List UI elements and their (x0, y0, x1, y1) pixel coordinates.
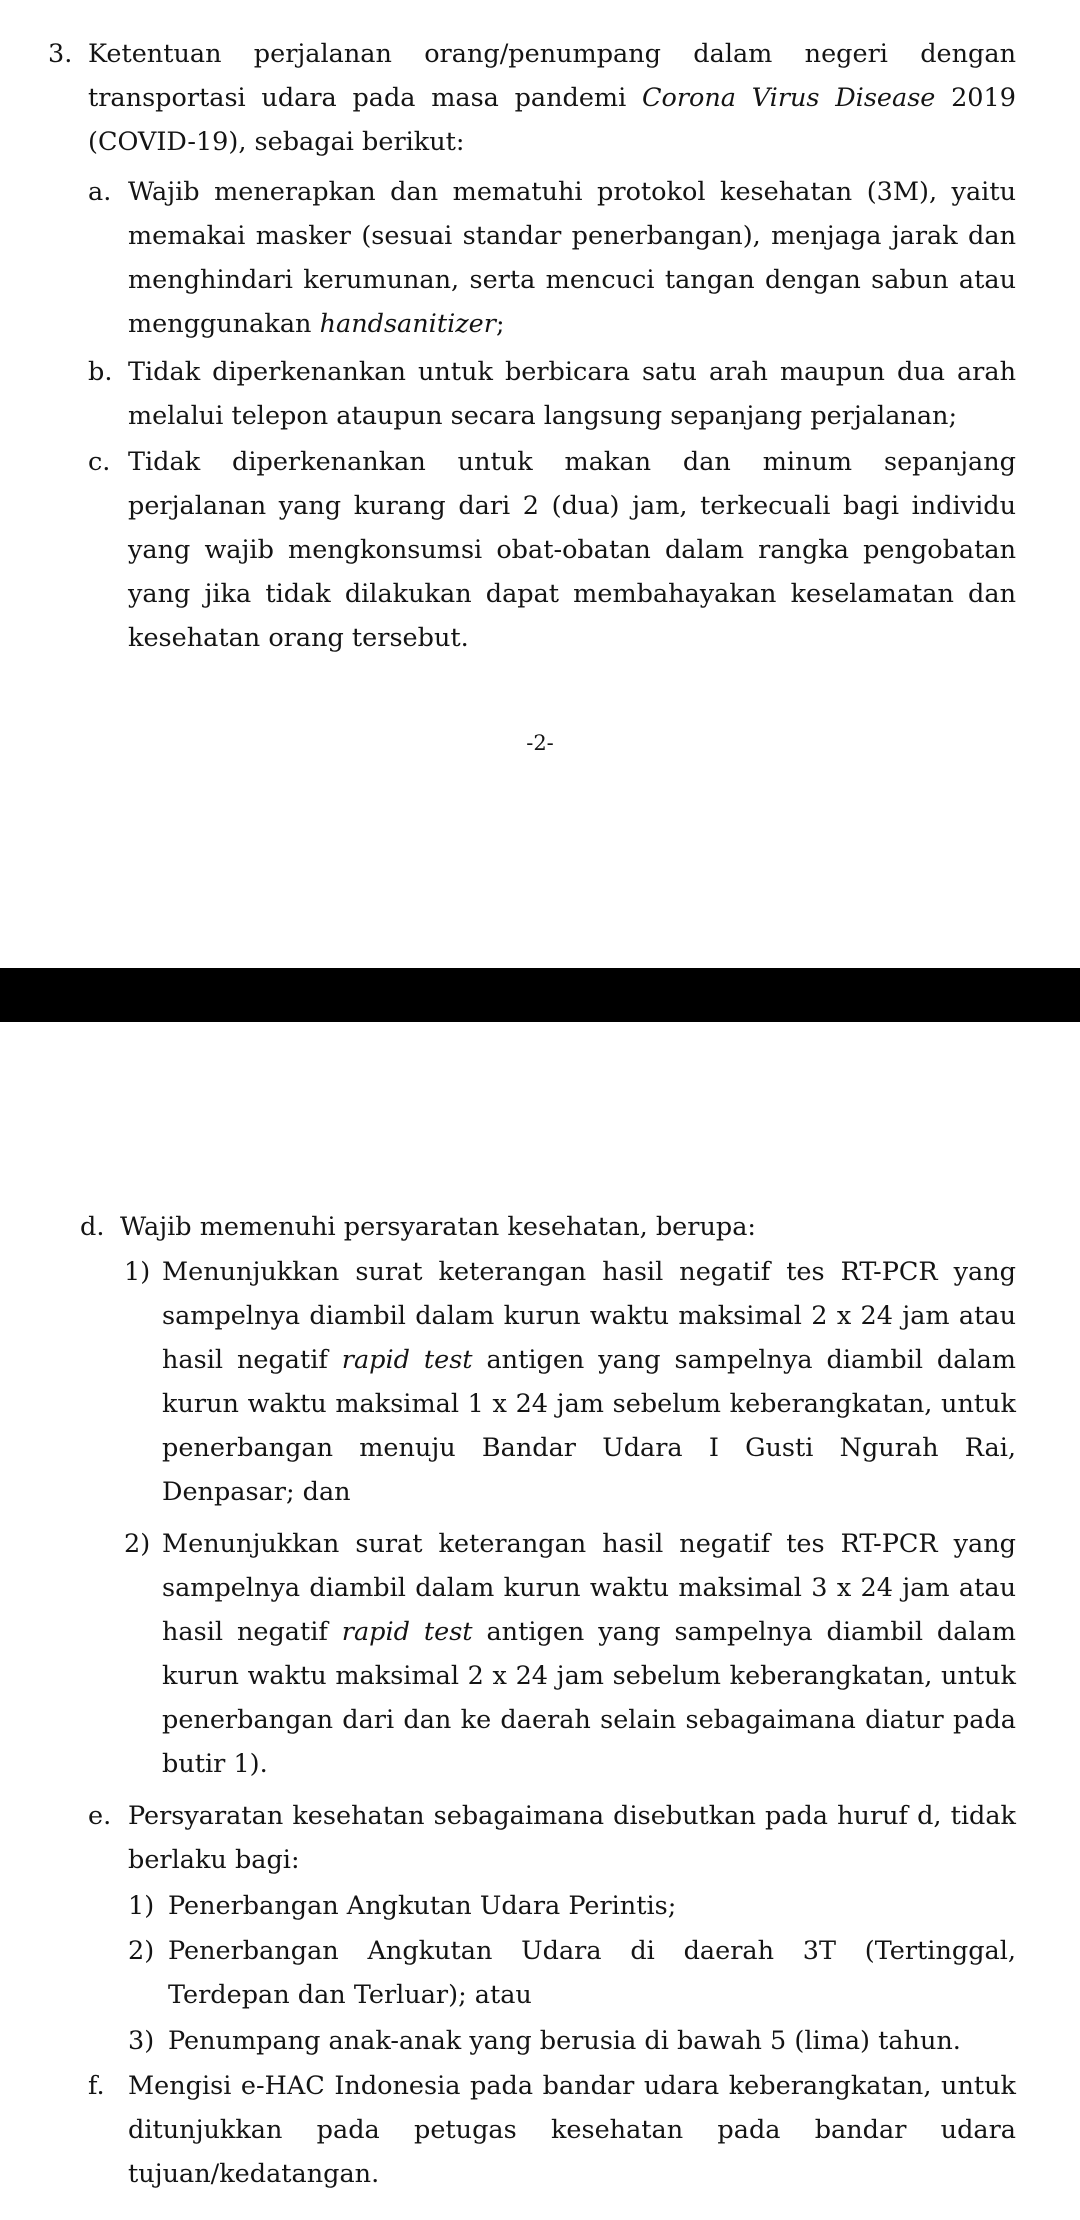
item-3a-text-b: ; (495, 309, 505, 339)
item-f-text: Mengisi e-HAC Indonesia pada bandar udara keberangkatan, untuk ditunjukkan pada petugas kesehatan pada bandar udara tujuan/kedatangan. (128, 2071, 1016, 2189)
item-d2-text (162, 1522, 1016, 1786)
item-f-marker: f. (88, 2071, 105, 2101)
item-d2-text-b: antigen yang sampelnya diambil dalam kurun waktu maksimal 2 x 24 jam sebelum keberangkatan, untuk penerbangan dari dan ke daerah selain sebagaimana diatur pada butir 1). (162, 1617, 1016, 1779)
item-3a-text-a: Wajib menerapkan dan mematuhi protokol kesehatan (3M), yaitu memakai masker (sesuai standar penerbangan), menjaga jarak dan menghindari kerumunan, serta mencuci tangan dengan sabun atau menggunakan (128, 177, 1016, 339)
document-page-bottom (0, 1022, 1080, 2220)
item-d1-marker: 1) (124, 1257, 151, 1287)
item-d1-text-a: Menunjukkan surat keterangan hasil negatif tes RT-PCR yang sampelnya diambil dalam kurun waktu maksimal 2 x 24 jam atau hasil negatif (162, 1257, 1016, 1375)
item-e2-marker: 2) (128, 1936, 155, 1966)
document-page-top (0, 0, 1080, 968)
item-e3-text: Penumpang anak-anak yang berusia di bawah 5 (lima) tahun. (168, 2026, 961, 2056)
item-d1-text-italic: rapid test (341, 1345, 473, 1375)
item-d2-marker: 2) (124, 1529, 151, 1559)
item-d2-text-a: Menunjukkan surat keterangan hasil negatif tes RT-PCR yang sampelnya diambil dalam kurun waktu maksimal 3 x 24 jam atau hasil negatif (162, 1529, 1016, 1647)
item-3a-marker: a. (88, 177, 112, 207)
item-3-text-italic: Corona Virus Disease (641, 83, 936, 113)
item-d1-text-b: antigen yang sampelnya diambil dalam kurun waktu maksimal 1 x 24 jam sebelum keberangkatan, untuk penerbangan menuju Bandar Udara I Gusti Ngurah Rai, Denpasar; dan (162, 1345, 1016, 1507)
item-d2-text-italic: rapid test (341, 1617, 473, 1647)
item-3-text-b: 2019 (COVID-19), sebagai berikut: (88, 83, 1016, 157)
item-e2-text: Penerbangan Angkutan Udara di daerah 3T (Tertinggal, Terdepan dan Terluar); atau (168, 1936, 1016, 2010)
page-number: -2- (526, 731, 554, 755)
item-e-text: Persyaratan kesehatan sebagaimana disebutkan pada huruf d, tidak berlaku bagi: (128, 1801, 1016, 1875)
item-e-marker: e. (88, 1801, 112, 1831)
item-e1-text: Penerbangan Angkutan Udara Perintis; (168, 1891, 677, 1921)
item-3b-text: Tidak diperkenankan untuk berbicara satu arah maupun dua arah melalui telepon ataupun secara langsung sepanjang perjalanan; (128, 357, 1016, 431)
item-d1-text (162, 1250, 1016, 1514)
item-3a-text (128, 170, 1016, 346)
item-3b-marker: b. (88, 357, 113, 387)
item-3a-text-italic: handsanitizer (319, 309, 496, 339)
page-break-band (0, 968, 1080, 1022)
item-d-marker: d. (80, 1212, 105, 1242)
item-3-text (88, 32, 1016, 164)
item-3-marker: 3. (48, 39, 73, 69)
item-3c-marker: c. (88, 447, 111, 477)
item-e1-marker: 1) (128, 1891, 155, 1921)
item-e3-marker: 3) (128, 2026, 155, 2056)
item-d-text: Wajib memenuhi persyaratan kesehatan, berupa: (120, 1212, 757, 1242)
item-3-text-a: Ketentuan perjalanan orang/penumpang dalam negeri dengan transportasi udara pada masa pandemi (88, 39, 1016, 113)
item-3c-text: Tidak diperkenankan untuk makan dan minum sepanjang perjalanan yang kurang dari 2 (dua) jam, terkecuali bagi individu yang wajib mengkonsumsi obat-obatan dalam rangka pengobatan yang jika tidak dilakukan dapat membahayakan keselamatan dan kesehatan orang tersebut. (128, 447, 1016, 653)
